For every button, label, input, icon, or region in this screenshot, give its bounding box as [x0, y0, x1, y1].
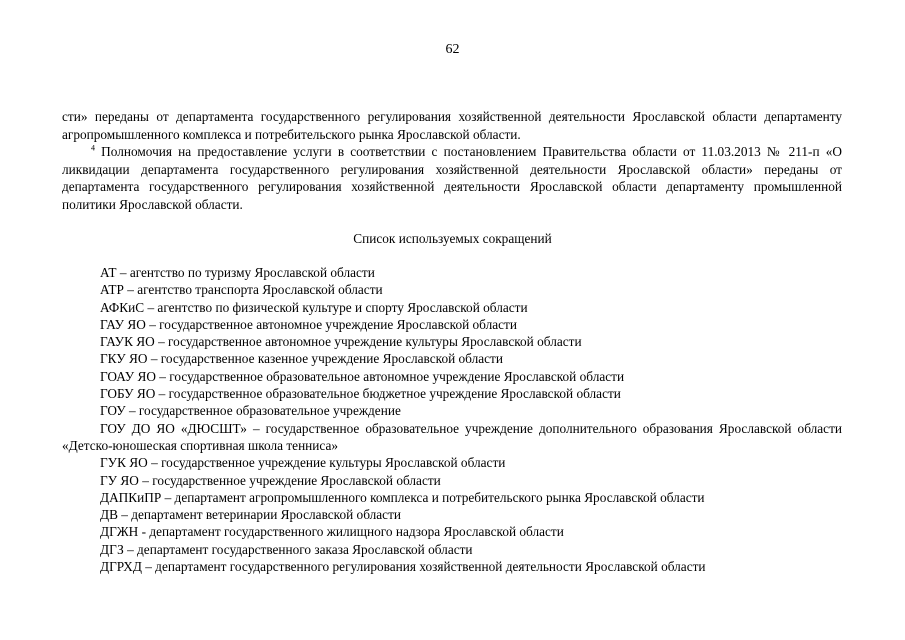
abbreviation-item: АФКиС – агентство по физической культуре и спорту Ярославской области	[100, 299, 528, 315]
footnote-4	[62, 143, 842, 213]
abbreviation-item: ДГРХД – департамент государственного регулирования хозяйственной деятельности Ярославской области	[100, 559, 706, 575]
abbreviation-item: ДГЖН - департамент государственного жилищного надзора Ярославской области	[100, 524, 564, 540]
footnote-continuation	[62, 108, 842, 143]
abbreviation-item: ГУ ЯО – государственное учреждение Ярославской области	[100, 472, 441, 488]
abbreviation-item: ГОАУ ЯО – государственное образовательное автономное учреждение Ярославской области	[100, 368, 625, 384]
abbreviations-list	[62, 264, 842, 575]
footnote-text: сти» переданы от департамента государственного регулирования хозяйственной деятельности Ярославской области департаменту агропромышленного комплекса и потребительского рынка Ярославской области.	[62, 109, 842, 142]
abbreviation-item: ГАУ ЯО – государственное автономное учреждение Ярославской области	[100, 316, 517, 332]
abbreviation-item: ГУК ЯО – государственное учреждение культуры Ярославской области	[100, 455, 506, 471]
abbreviation-item: АТР – агентство транспорта Ярославской области	[100, 282, 383, 298]
abbreviation-item: ГАУК ЯО – государственное автономное учреждение культуры Ярославской области	[100, 334, 582, 350]
abbreviation-item: ДАПКиПР – департамент агропромышленного комплекса и потребительского рынка Ярославской области	[100, 489, 705, 505]
abbreviation-item: ГОБУ ЯО – государственное образовательное бюджетное учреждение Ярославской области	[100, 386, 621, 402]
section-title: Список используемых сокращений	[353, 231, 552, 246]
footnote-text: Полномочия на предоставление услуги в соответствии с постановлением Правительства области от 11.03.2013 № 211-п «О ликвидации департамента государственного регулирования хозяйственной деятельности Ярославской области» переданы от департамента государственного регулирования хозяйственной деятельности Ярославской области департаменту промышленной политики Ярославской области.	[62, 144, 842, 212]
abbreviation-item: АТ – агентство по туризму Ярославской области	[100, 265, 375, 280]
page-number: 62	[445, 42, 460, 57]
abbreviation-item: ГКУ ЯО – государственное казенное учреждение Ярославской области	[100, 351, 503, 367]
abbreviation-item: ГОУ ДО ЯО «ДЮСШТ» – государственное образовательное учреждение дополнительного образования Ярославской области «Детско-юношеская спортивная школа тенниса»	[62, 420, 842, 453]
footnote-marker: 4	[91, 143, 95, 153]
abbreviation-item: ДГЗ – департамент государственного заказа Ярославской области	[100, 541, 473, 557]
footnotes-block	[62, 108, 842, 213]
abbreviation-item: ГОУ – государственное образовательное учреждение	[100, 403, 401, 419]
abbreviation-item: ДВ – департамент ветеринарии Ярославской области	[100, 507, 401, 523]
